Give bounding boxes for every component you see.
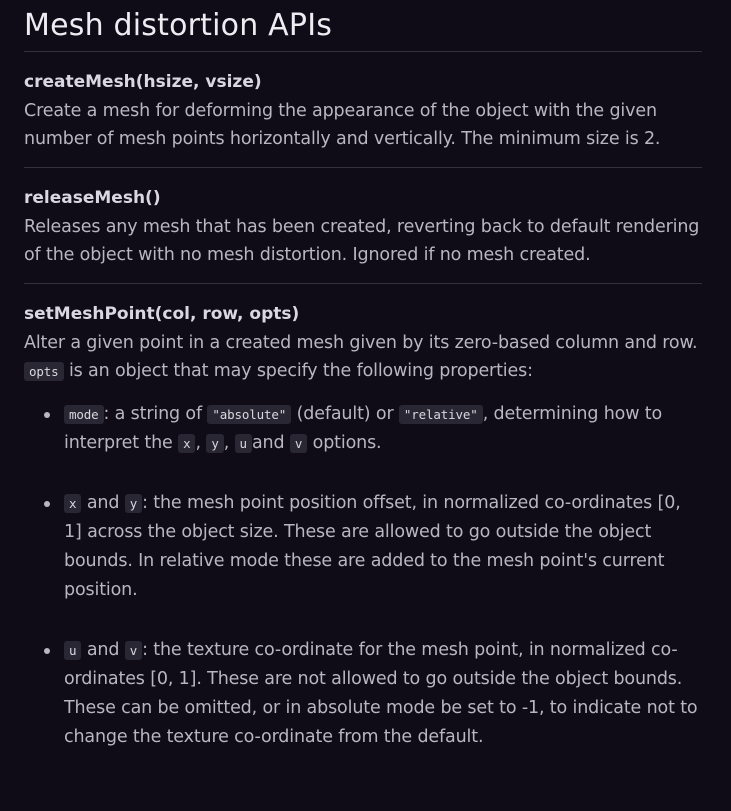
inline-code-x: x bbox=[64, 494, 81, 513]
api-release-mesh bbox=[24, 168, 702, 283]
api-description: Create a mesh for deforming the appearance of the object with the given number of mesh points horizontally and vertically. The minimum size is 2. bbox=[24, 101, 661, 149]
inline-code-opts: opts bbox=[24, 362, 64, 381]
item-text: , determining how to interpret the bbox=[64, 404, 663, 453]
inline-code-v: v bbox=[125, 641, 142, 660]
inline-code-mode: mode bbox=[64, 405, 104, 424]
item-text: and bbox=[86, 493, 120, 513]
item-text: , bbox=[223, 433, 230, 453]
api-signature: setMeshPoint(col, row, opts) bbox=[24, 304, 300, 324]
description-text: is an object that may specify the following properties: bbox=[68, 361, 533, 381]
item-text: (default) or bbox=[296, 404, 394, 424]
inline-code-u: u bbox=[64, 641, 81, 660]
inline-code-u: u bbox=[235, 434, 252, 453]
api-description: Releases any mesh that has been created, reverting back to default rendering of the object with no mesh distortion. Ignored if no mesh created. bbox=[24, 217, 700, 265]
inline-code-y: y bbox=[206, 434, 223, 453]
api-set-mesh-point bbox=[24, 284, 702, 766]
inline-code-relative: "relative" bbox=[399, 405, 483, 424]
item-text: : the texture co-ordinate for the mesh point, in normalized co-ordinates [0, 1]. These are not allowed to go outside the object bounds. These can be omitted, or in absolute mode be set to -1, to indicate not to change the texture co-ordinate from the default. bbox=[64, 640, 698, 747]
properties-list bbox=[24, 400, 702, 752]
inline-code-v: v bbox=[290, 434, 307, 453]
item-text: and bbox=[251, 433, 285, 453]
api-signature: releaseMesh() bbox=[24, 188, 161, 208]
list-item-uv bbox=[24, 636, 702, 752]
api-create-mesh bbox=[24, 52, 702, 167]
item-text: : the mesh point position offset, in normalized co-ordinates [0, 1] across the object size. These are allowed to go outside the object bounds. In relative mode these are added to the mesh point's current position. bbox=[64, 493, 681, 600]
bullet-icon bbox=[44, 648, 50, 654]
inline-code-y: y bbox=[125, 494, 142, 513]
api-signature: createMesh(hsize, vsize) bbox=[24, 72, 262, 92]
item-text: , bbox=[195, 433, 201, 453]
bullet-icon bbox=[44, 501, 50, 507]
page-title: Mesh distortion APIs bbox=[24, 8, 333, 43]
list-item-mode bbox=[24, 400, 702, 458]
inline-code-absolute: "absolute" bbox=[207, 405, 291, 424]
list-item-xy bbox=[24, 489, 702, 605]
bullet-icon bbox=[44, 412, 50, 418]
description-text: Alter a given point in a created mesh given by its zero-based column and row. bbox=[24, 333, 698, 353]
api-description bbox=[24, 329, 702, 386]
item-text: and bbox=[86, 640, 120, 660]
item-text: : a string of bbox=[103, 404, 202, 424]
inline-code-x: x bbox=[178, 434, 195, 453]
item-text: options. bbox=[312, 433, 382, 453]
